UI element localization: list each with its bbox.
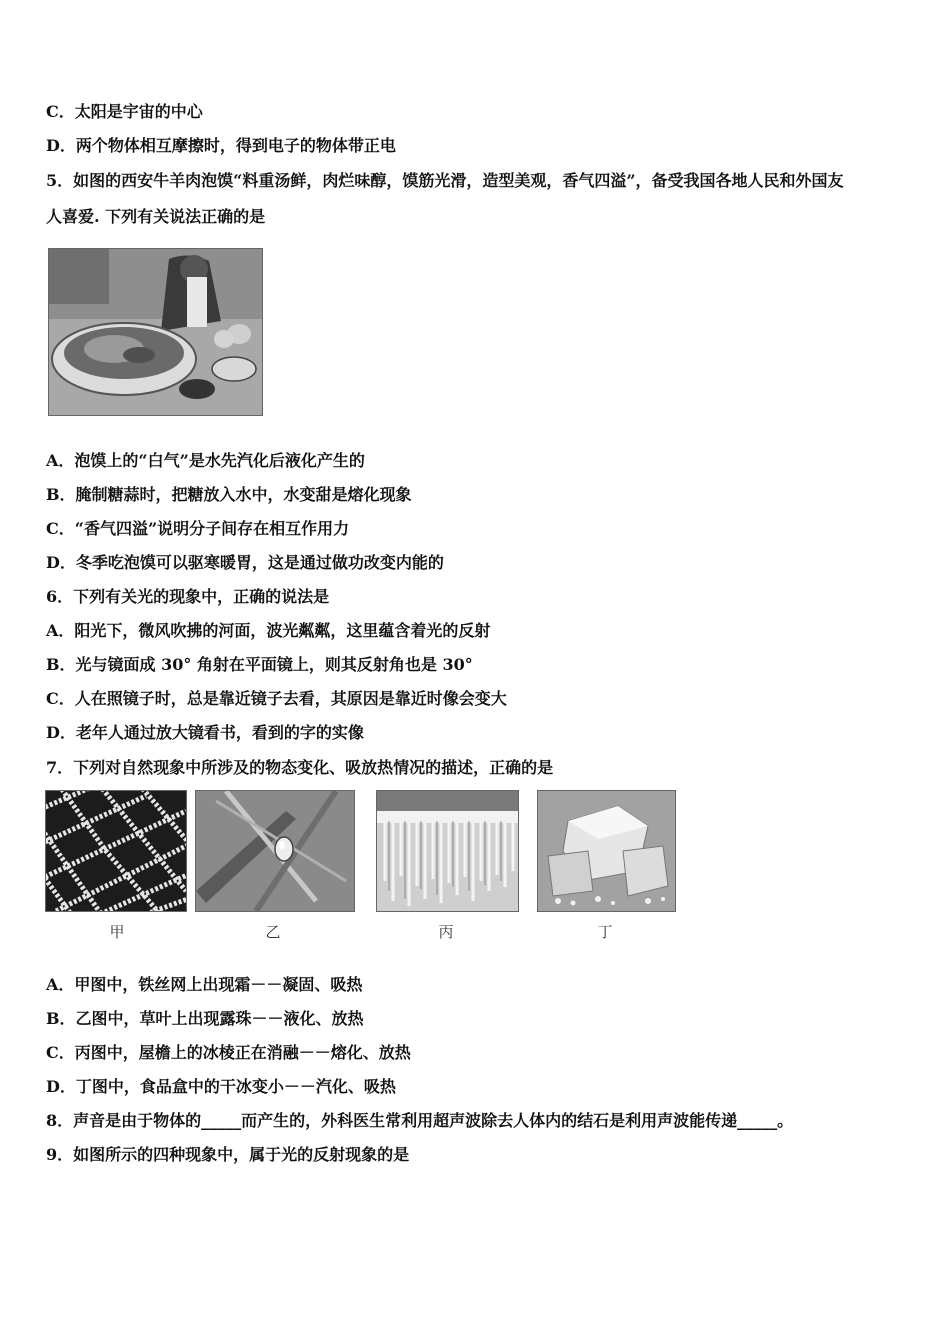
question-5-option-d: D．冬季吃泡馍可以驱寒暖胃，这是通过做功改变内能的 [46, 553, 444, 572]
paomo-photo [48, 248, 263, 416]
question-6-option-a: A．阳光下，微风吹拂的河面，波光粼粼，这里蕴含着光的反射 [46, 621, 491, 640]
question-9-stem: 9．如图所示的四种现象中，属于光的反射现象的是 [46, 1145, 410, 1164]
caption-jia: 甲 [109, 923, 125, 941]
question-6-option-d: D．老年人通过放大镜看书，看到的字的实像 [46, 723, 364, 742]
paomo-illustration [49, 249, 262, 415]
question-6-stem: 6．下列有关光的现象中，正确的说法是 [46, 587, 330, 606]
question-5-line-1: 5．如图的西安牛羊肉泡馍“料重汤鲜，肉烂味醇，馍筋光滑，造型美观，香气四溢”，备受我国各地人民和外国友 [46, 171, 844, 190]
line-c-sun: C．太阳是宇宙的中心 [46, 102, 203, 121]
question-7-option-a: A．甲图中，铁丝网上出现霜－－凝固、吸热 [46, 975, 363, 994]
caption-yi: 乙 [265, 923, 281, 941]
wire-mesh-illustration [46, 791, 186, 911]
dry-ice-illustration [538, 791, 675, 911]
question-7-option-c: C．丙图中，屋檐上的冰棱正在消融－－熔化、放热 [46, 1043, 411, 1062]
question-5-option-a: A．泡馍上的“白气”是水先汽化后液化产生的 [46, 451, 365, 470]
question-7-option-b: B．乙图中，草叶上出现露珠－－液化、放热 [46, 1009, 364, 1028]
icicles-illustration [377, 791, 518, 911]
question-6-option-b: B．光与镜面成 30° 角射在平面镜上，则其反射角也是 30° [46, 655, 473, 674]
line-d-electron: D．两个物体相互摩擦时，得到电子的物体带正电 [46, 136, 396, 155]
question-7-stem: 7．下列对自然现象中所涉及的物态变化、吸放热情况的描述，正确的是 [46, 758, 554, 777]
question-5-option-c: C．“香气四溢”说明分子间存在相互作用力 [46, 519, 350, 538]
photo-ding-dry-ice [537, 790, 676, 912]
caption-ding: 丁 [597, 923, 613, 941]
photo-yi-grass-dew [195, 790, 355, 912]
question-8-stem: 8．声音是由于物体的_____而产生的，外科医生常利用超声波除去人体内的结石是利用声波能传递_____。 [46, 1111, 794, 1130]
grass-dew-illustration [196, 791, 354, 911]
question-5-line-2: 人喜爱. 下列有关说法正确的是 [46, 207, 266, 226]
caption-bing: 丙 [438, 923, 454, 941]
question-7-option-d: D．丁图中，食品盒中的干冰变小－－汽化、吸热 [46, 1077, 396, 1096]
photo-bing-icicles [376, 790, 519, 912]
question-6-option-c: C．人在照镜子时，总是靠近镜子去看，其原因是靠近时像会变大 [46, 689, 507, 708]
photo-jia-wire-mesh-frost [45, 790, 187, 912]
question-5-option-b: B．腌制糖蒜时，把糖放入水中，水变甜是熔化现象 [46, 485, 412, 504]
